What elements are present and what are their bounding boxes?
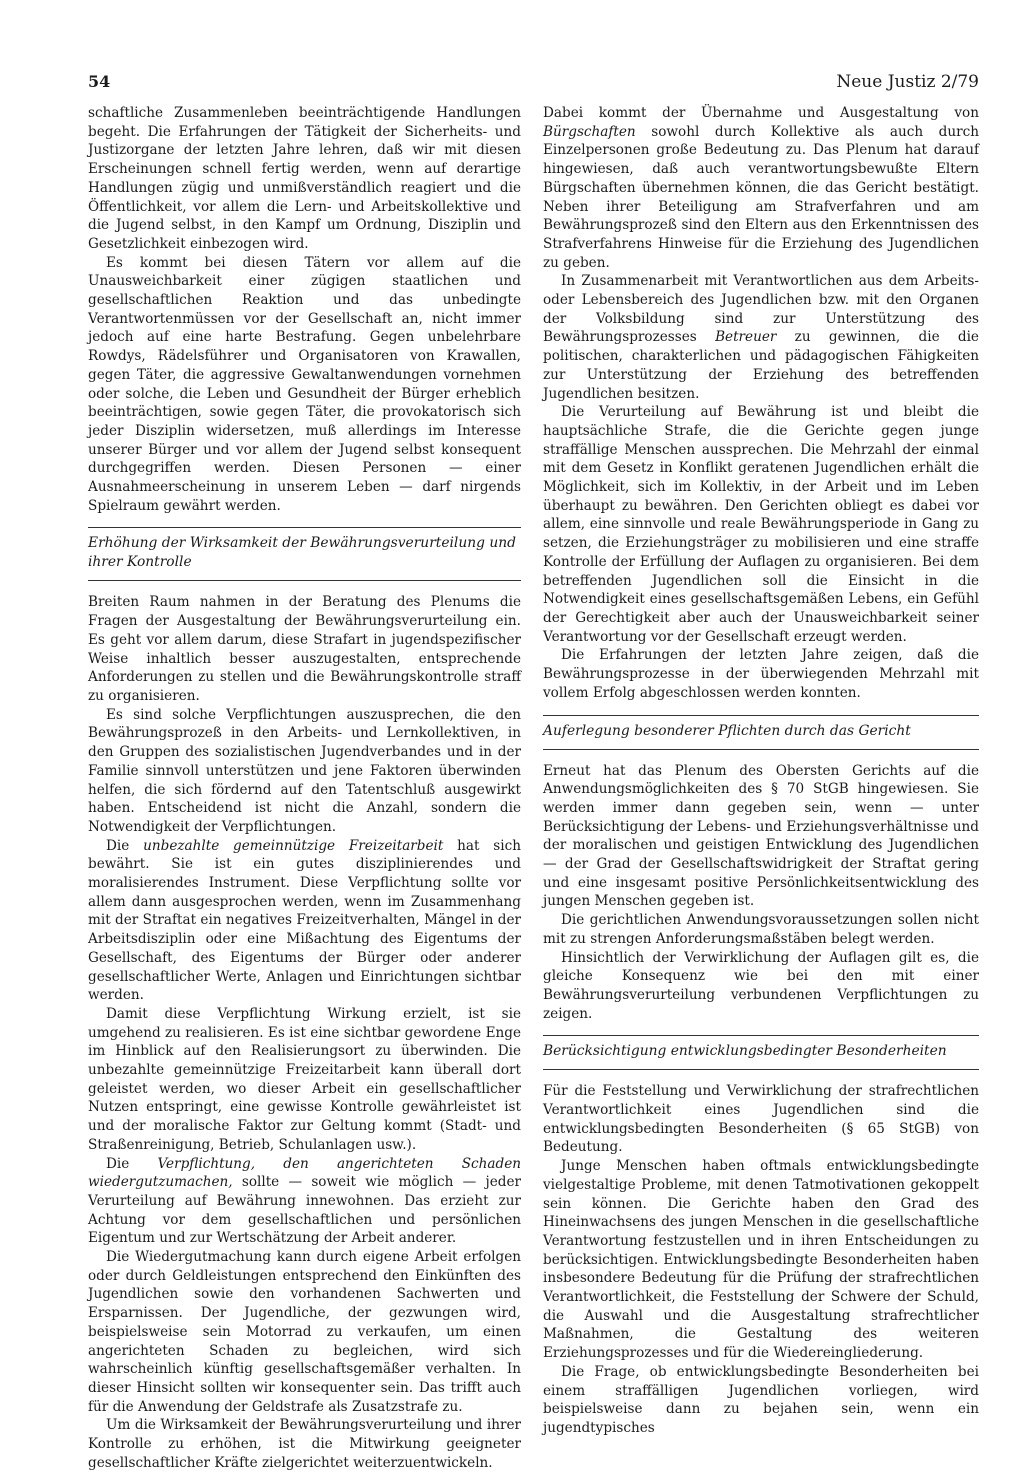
- paragraph: Die Erfahrungen der letzten Jahre zeigen, daß die Bewährungsprozesse in der überwiegenden Mehrzahl mit vollem Erfolg abgeschlossen werden konnten.: [543, 647, 979, 701]
- paragraph: Hinsichtlich der Verwirklichung der Auflagen gilt es, die gleiche Konsequenz wie bei den mit einer Bewährungsverurteilung verbundenen Verpflichtungen zu zeigen.: [543, 949, 979, 1022]
- paragraph: Für die Feststellung und Verwirklichung der strafrechtlichen Verantwortlichkeit eines Jugendlichen sind die entwicklungsbedingten Besonderheiten (§ 65 StGB) von Bedeutung.: [543, 1083, 979, 1156]
- paragraph: schaftliche Zusammenleben beeinträchtigende Handlungen begeht. Die Erfahrungen der Tätigkeit der Sicherheits- und Justizorgane der letzten Jahre lehren, daß wir mit diesen Erscheinungen schnell fertig werden, wenn auf derartige Handlungen zügig und unmißverständlich reagiert und die Öffentlichkeit, vor allem die Lern- und Arbeitskollektive und die Jugend selbst, in den Kampf um Ordnung, Disziplin und Gesetzlichkeit einbezogen wird.: [88, 105, 521, 252]
- paragraph: Es kommt bei diesen Tätern vor allem auf die Unausweichbarkeit einer zügigen staatlichen und gesellschaftlichen Reaktion und das unbedingte Verantwortenmüssen vor der Gesellschaft an, nicht immer jedoch auf eine harte Bestrafung. Gegen unbelehrbare Rowdys, Rädelsführer und Organisatoren von Krawallen, gegen Täter, die aggressive Gewaltanwendungen vornehmen oder solche, die Leben und Gesundheit der Bürger erheblich beeinträchtigen, sowie gegen Täter, die provokatorisch sich jeder Disziplin widersetzen, muß allerdings im Interesse unserer Bürger und vor allem der Jugend selbst konsequent durchgegriffen werden. Diesen Personen — einer Ausnahmeerscheinung in unserem Leben — darf nirgends Spielraum gewährt werden.: [88, 254, 521, 514]
- section-heading: Auferlegung besonderer Pflichten durch das Gericht: [543, 715, 979, 750]
- section-heading: Berücksichtigung entwicklungsbedingter Besonderheiten: [543, 1035, 979, 1070]
- journal-reference: Neue Justiz 2/79: [836, 72, 979, 92]
- paragraph: Es sind solche Verpflichtungen auszusprechen, die den Bewährungsprozeß in den Arbeits- und Lernkollektiven, in den Gruppen des sozialistischen Jugendverbandes und in der Familie sinnvoll unterstützen und jene Faktoren überwinden helfen, die sich fördernd auf den Tatentschluß ausgewirkt haben. Entscheidend ist nicht die Anzahl, sondern die Notwendigkeit der Verpflichtungen.: [88, 706, 521, 835]
- page-number: 54: [88, 72, 111, 91]
- paragraph: Erneut hat das Plenum des Obersten Gerichts auf die Anwendungsmöglichkeiten des § 70 StGB hingewiesen. Sie werden immer dann gegeben sein, wenn — unter Berücksichtigung der Lebens- und Erziehungsverhältnisse und der moralischen und geistigen Entwicklung des Jugendlichen — der Grad der Gesellschaftswidrigkeit der Straftat gering und eine insgesamt positive Persönlichkeitsentwicklung des jungen Menschen gegeben ist.: [543, 762, 979, 910]
- paragraph: In Zusammenarbeit mit Verantwortlichen aus dem Arbeits- oder Lebensbereich des Jugendlichen bzw. mit den Organen der Volksbildung sind zur Unterstützung des Bewährungsprozesses Betreuer zu gewinnen, die die politischen, charakterlichen und pädagogischen Fähigkeiten zur Unterstützung der Erziehung des betreffenden Jugendlichen besitzen.: [543, 273, 979, 402]
- paragraph: Um die Wirksamkeit der Bewährungsverurteilung und ihrer Kontrolle zu erhöhen, ist die Mitwirkung geeigneter gesellschaftlicher Kräfte zielgerichtet weiterzuentwickeln.: [88, 1417, 521, 1471]
- emphasis: Betreuer: [715, 329, 777, 346]
- paragraph: Die Verpflichtung, den angerichteten Schaden wiedergutzumachen, sollte — soweit wie möglich — jeder Verurteilung auf Bewährung innewohnen. Das erzieht zur Achtung vor dem gesellschaftlichen und persönlichen Eigentum und zur Wertschätzung der Arbeit anderer.: [88, 1155, 521, 1247]
- right-column: [543, 104, 979, 1438]
- page-header: [88, 72, 979, 94]
- emphasis: unbezahlte gemeinnützige Freizeitarbeit: [143, 837, 444, 854]
- left-column: [88, 104, 521, 1473]
- section-heading: Erhöhung der Wirksamkeit der Bewährungsverurteilung und ihrer Kontrolle: [88, 527, 521, 581]
- emphasis: Bürgschaften: [543, 123, 636, 140]
- paragraph: Breiten Raum nahmen in der Beratung des Plenums die Fragen der Ausgestaltung der Bewährungsverurteilung ein. Es geht vor allem darum, diese Strafart in jugendspezifischer Weise inhaltlich besser auszugestalten, entsprechende Anforderungen zu stellen und die Bewährungskontrolle straff zu organisieren.: [88, 594, 521, 704]
- paragraph: Die unbezahlte gemeinnützige Freizeitarbeit hat sich bewährt. Sie ist ein gutes disziplinierendes und moralisierendes Instrument. Diese Verpflichtung sollte vor allem dann ausgesprochen werden, wenn im Zusammenhang mit der Straftat ein negatives Freizeitverhalten, Mängel in der Arbeitsdisziplin oder eine Mißachtung des Eigentums der Gesellschaft, des Eigentums der Bürger oder anderer gesellschaftlicher Werte, Anlagen und Einrichtungen sichtbar werden.: [88, 837, 521, 1004]
- paragraph: Dabei kommt der Übernahme und Ausgestaltung von Bürgschaften sowohl durch Kollektive als auch durch Einzelpersonen große Bedeutung zu. Das Plenum hat darauf hingewiesen, daß auch verantwortungsbewußte Eltern Bürgschaften übernehmen können, die das Gericht bestätigt. Neben ihrer Beteiligung am Strafverfahren und am Bewährungsprozeß sind den Eltern aus den Erkenntnissen des Strafverfahrens Hinweise für die Erziehung des Jugendlichen zu geben.: [543, 105, 979, 271]
- paragraph: Die Verurteilung auf Bewährung ist und bleibt die hauptsächliche Strafe, die die Gerichte gegen junge straffällige Menschen aussprechen. Die Mehrzahl der einmal mit dem Gesetz in Konflikt geratenen Jugendlichen erhält die Möglichkeit, sich im Kollektiv, in der Arbeit und im Leben überhaupt zu bewähren. Den Gerichten obliegt es dabei vor allem, eine sinnvolle und reale Bewährungsperiode in Gang zu setzen, die Erziehungsträger zu mobilisieren und eine straffe Kontrolle der Erfüllung der Auflagen zu organisieren. Bei dem betreffenden Jugendlichen soll die Einsicht in die Notwendigkeit eines gesellschaftsgemäßen Lebens, ein Gefühl der Gerechtigkeit aber auch der Unausweichbarkeit seiner Verantwortung vor der Gesellschaft erzeugt werden.: [543, 404, 979, 645]
- paragraph: Die Frage, ob entwicklungsbedingte Besonderheiten bei einem straffälligen Jugendlichen vorliegen, wird beispielsweise dann zu bejahen sein, wenn ein jugendtypisches: [543, 1363, 979, 1436]
- emphasis: Verpflichtung, den angerichteten Schaden wiedergutzumachen,: [88, 1155, 521, 1191]
- paragraph: Damit diese Verpflichtung Wirkung erzielt, ist sie umgehend zu realisieren. Es ist eine sichtbar gewordene Enge im Hinblick auf den Realisierungsort zu überwinden. Die unbezahlte gemeinnützige Freizeitarbeit kann überall dort geleistet werden, wo dieser Arbeit ein gesellschaftlicher Nutzen entspringt, eine gewisse Kontrolle gewährleistet ist und der moralische Faktor zur Geltung kommt (Stadt- und Straßenreinigung, Betrieb, Schulanlagen usw.).: [88, 1005, 521, 1153]
- paragraph: Die gerichtlichen Anwendungsvoraussetzungen sollen nicht mit zu strengen Anforderungsmaßstäben belegt werden.: [543, 912, 979, 947]
- paragraph: Die Wiedergutmachung kann durch eigene Arbeit erfolgen oder durch Geldleistungen entsprechend den Einkünften des Jugendlichen sowie den vorhandenen Sachwerten und Ersparnissen. Der Jugendliche, der gezwungen wird, beispielsweise sein Motorrad zu verkaufen, um einen angerichteten Schaden zu begleichen, wird sich wahrscheinlich künftig gesellschaftsgemäßer verhalten. In dieser Hinsicht sollten wir konsequenter sein. Das trifft auch für die Anwendung der Geldstrafe als Zusatzstrafe zu.: [88, 1249, 521, 1415]
- paragraph: Junge Menschen haben oftmals entwicklungsbedingte vielgestaltige Probleme, mit denen Tatmotivationen gekoppelt sein können. Die Gerichte haben den Grad des Hineinwachsens des jungen Menschen in die gesellschaftliche Verantwortung festzustellen und in ihren Entscheidungen zu berücksichtigen. Entwicklungsbedingte Besonderheiten haben insbesondere Bedeutung für die Prüfung der strafrechtlichen Verantwortlichkeit, die Feststellung der Schwere der Schuld, die Auswahl und die Ausgestaltung strafrechtlicher Maßnahmen, die Gestaltung des weiteren Erziehungsprozesses und für die Wiedereingliederung.: [543, 1158, 979, 1362]
